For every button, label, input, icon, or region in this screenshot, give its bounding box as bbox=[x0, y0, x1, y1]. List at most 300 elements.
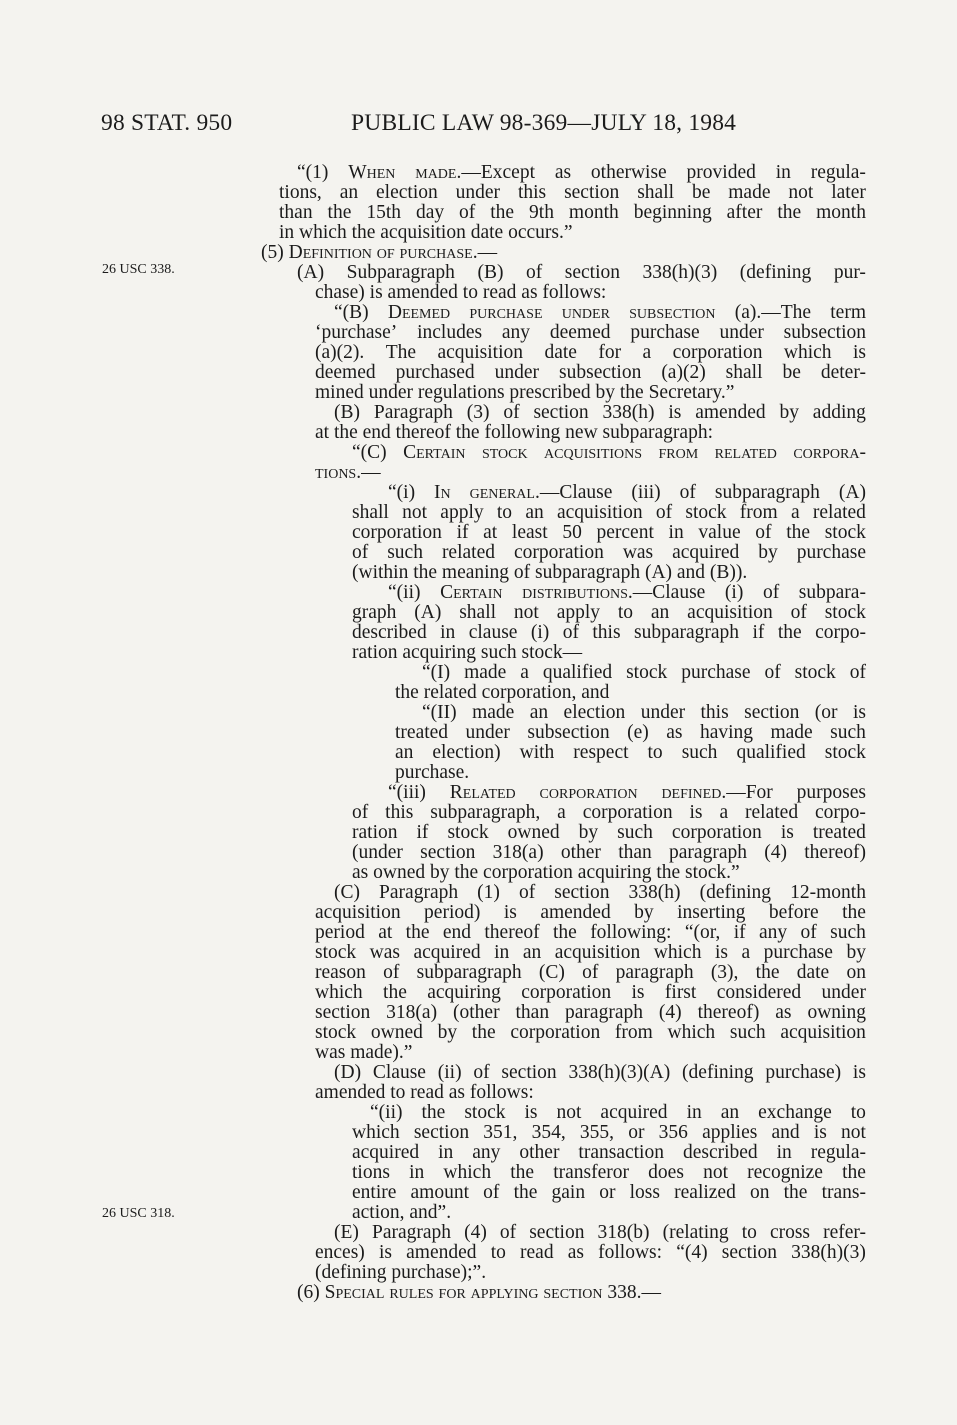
word: with bbox=[519, 742, 555, 763]
word: to bbox=[496, 502, 513, 523]
word: by bbox=[437, 1022, 458, 1043]
text-line bbox=[422, 663, 866, 683]
word: an bbox=[650, 602, 670, 623]
public-law-header: PUBLIC LAW 98-369—JULY 18, 1984 bbox=[351, 110, 737, 136]
word: graph bbox=[352, 602, 397, 623]
word: Certain bbox=[440, 582, 503, 603]
word: (3), bbox=[710, 962, 739, 983]
text-line bbox=[315, 923, 866, 943]
word: acquired bbox=[413, 942, 481, 963]
word: of bbox=[499, 1222, 517, 1243]
word: month bbox=[816, 202, 866, 223]
word: and bbox=[771, 1122, 800, 1143]
word: purchase bbox=[796, 542, 866, 563]
word: apply bbox=[440, 502, 484, 523]
word: corporation bbox=[513, 542, 604, 563]
word: under bbox=[561, 302, 610, 323]
word: stock bbox=[685, 502, 727, 523]
word: which bbox=[315, 982, 363, 1003]
word: was bbox=[622, 542, 654, 563]
word: on bbox=[749, 1182, 770, 1203]
word: this bbox=[700, 702, 729, 723]
word: corporation bbox=[582, 802, 673, 823]
word: than bbox=[515, 1002, 550, 1023]
word: regula- bbox=[810, 162, 866, 183]
word: this bbox=[385, 802, 414, 823]
word: (A) bbox=[838, 482, 866, 503]
word: related bbox=[745, 802, 799, 823]
text-line bbox=[334, 1063, 866, 1083]
word: is bbox=[852, 342, 866, 363]
word: described bbox=[682, 1142, 758, 1163]
word: (ii) bbox=[437, 1062, 462, 1083]
word: Certain bbox=[403, 442, 466, 463]
word: thereof) bbox=[804, 842, 866, 863]
text-line: chase) is amended to read as follows: bbox=[315, 282, 607, 303]
word: 50 bbox=[562, 522, 582, 543]
word: not bbox=[703, 1162, 728, 1183]
text-line bbox=[315, 363, 866, 383]
word: which bbox=[667, 1022, 716, 1043]
word: Paragraph bbox=[371, 1222, 452, 1243]
word: (A) bbox=[297, 262, 325, 283]
word: corporation bbox=[521, 982, 612, 1003]
word: an bbox=[395, 742, 414, 763]
word: an bbox=[522, 942, 542, 963]
word: is bbox=[689, 802, 703, 823]
word: “(or, bbox=[684, 922, 721, 943]
word: (iii) bbox=[631, 482, 661, 503]
word: 338(h) bbox=[602, 402, 655, 423]
word: such bbox=[830, 922, 866, 943]
word: 355, bbox=[579, 1122, 615, 1143]
word: stock bbox=[447, 822, 489, 843]
word: shall bbox=[459, 602, 497, 623]
word: loss bbox=[629, 1182, 660, 1203]
word: section bbox=[554, 882, 610, 903]
word: ‘purchase’ bbox=[315, 322, 398, 343]
word: a bbox=[790, 502, 800, 523]
word: of bbox=[473, 1062, 490, 1083]
word: was bbox=[369, 942, 400, 963]
word: entire bbox=[352, 1182, 397, 1203]
word: as bbox=[666, 722, 683, 743]
word: not bbox=[556, 1102, 582, 1123]
word: end bbox=[442, 922, 472, 943]
word: which bbox=[783, 342, 832, 363]
word: ration bbox=[352, 822, 398, 843]
word: thereof) bbox=[697, 1002, 760, 1023]
word: which bbox=[352, 1122, 400, 1143]
word: 15th bbox=[366, 202, 401, 223]
word: of bbox=[352, 802, 369, 823]
word: subsection bbox=[783, 322, 866, 343]
word: subparagraph, bbox=[430, 802, 541, 823]
word: Clause bbox=[372, 1062, 426, 1083]
word: “(4) bbox=[676, 1242, 708, 1263]
word: stock bbox=[315, 1022, 357, 1043]
word: respect bbox=[573, 742, 629, 763]
word: (4) bbox=[764, 842, 787, 863]
word: made bbox=[770, 722, 813, 743]
word: (relating bbox=[662, 1222, 729, 1243]
word: (E) bbox=[334, 1222, 359, 1243]
word: not bbox=[841, 1122, 866, 1143]
word: (a).—The bbox=[734, 302, 812, 323]
word: In bbox=[434, 482, 451, 503]
word: not bbox=[788, 182, 814, 203]
word: the bbox=[421, 1102, 446, 1123]
word: deemed bbox=[315, 362, 376, 383]
word: acquiring bbox=[427, 982, 501, 1003]
word: section bbox=[564, 182, 620, 203]
word: to bbox=[490, 1242, 506, 1263]
word: in bbox=[440, 622, 456, 643]
word: a bbox=[557, 802, 566, 823]
word: which bbox=[443, 1162, 492, 1183]
text-line: as owned by the corporation acquiring the stock.” bbox=[352, 862, 740, 883]
word: paragraph bbox=[669, 842, 747, 863]
word: shall bbox=[725, 362, 763, 383]
text-line bbox=[352, 603, 866, 623]
word: treated bbox=[812, 822, 866, 843]
word: of bbox=[582, 962, 599, 983]
word: in bbox=[775, 162, 791, 183]
text-line: was made).” bbox=[315, 1042, 413, 1063]
word: not bbox=[402, 502, 428, 523]
word: is bbox=[631, 982, 645, 1003]
word: following: bbox=[590, 922, 672, 943]
word: related bbox=[812, 502, 866, 523]
text-line: in which the acquisition date occurs.” bbox=[279, 222, 573, 243]
text-line bbox=[315, 1023, 866, 1043]
word: adding bbox=[812, 402, 866, 423]
word: under bbox=[494, 362, 540, 383]
word: provided bbox=[686, 162, 756, 183]
word: “(1) bbox=[297, 162, 329, 183]
text-line bbox=[315, 983, 866, 1003]
word: cross bbox=[769, 1222, 811, 1243]
word: under bbox=[821, 982, 866, 1003]
word: the bbox=[490, 202, 515, 223]
word: in bbox=[686, 1102, 702, 1123]
word: the bbox=[777, 622, 802, 643]
word: exchange bbox=[758, 1102, 832, 1123]
word: as bbox=[554, 162, 572, 183]
word: corporation bbox=[352, 522, 442, 543]
word: an bbox=[720, 1102, 740, 1123]
word: Related bbox=[449, 782, 516, 803]
text-line bbox=[279, 183, 866, 203]
word: amount bbox=[410, 1182, 470, 1203]
word: acquired bbox=[352, 1142, 420, 1163]
word: purchase) bbox=[765, 1062, 842, 1083]
word: section bbox=[315, 1002, 371, 1023]
word: (defining bbox=[699, 882, 772, 903]
word: acquired bbox=[672, 542, 740, 563]
word: section bbox=[564, 262, 620, 283]
word: (D) bbox=[334, 1062, 362, 1083]
text-line: mined under regulations prescribed by the Secretary.” bbox=[315, 382, 735, 403]
text-line bbox=[422, 703, 866, 723]
word: purchase bbox=[681, 662, 751, 683]
word: corporation bbox=[510, 1022, 601, 1043]
word: an bbox=[339, 182, 359, 203]
word: Subparagraph bbox=[346, 262, 455, 283]
word: after bbox=[726, 202, 763, 223]
word: trans- bbox=[821, 1182, 866, 1203]
word: is bbox=[714, 942, 728, 963]
word: under bbox=[455, 182, 501, 203]
text-line bbox=[352, 1163, 866, 1183]
word: 354, bbox=[531, 1122, 566, 1143]
word: made bbox=[728, 182, 771, 203]
text-line bbox=[395, 723, 866, 743]
word: having bbox=[699, 722, 754, 743]
text-line bbox=[352, 543, 866, 563]
word: by bbox=[578, 822, 599, 843]
text-line bbox=[352, 823, 866, 843]
word: date bbox=[544, 342, 577, 363]
word: is bbox=[852, 1062, 866, 1083]
word: of bbox=[383, 962, 400, 983]
word: subsection bbox=[527, 722, 610, 743]
word: such bbox=[830, 722, 866, 743]
word: owned bbox=[370, 1022, 423, 1043]
text-line bbox=[388, 583, 866, 603]
text-line bbox=[352, 503, 866, 523]
word: be bbox=[691, 182, 711, 203]
word: this bbox=[592, 622, 621, 643]
word: 338(h) bbox=[628, 882, 681, 903]
word: stock bbox=[481, 442, 528, 463]
word: 356 bbox=[658, 1122, 688, 1143]
word: of bbox=[655, 502, 673, 523]
word: (C) bbox=[334, 882, 360, 903]
word: refer- bbox=[823, 1222, 866, 1243]
word: corporation bbox=[539, 782, 638, 803]
word: of bbox=[503, 402, 520, 423]
text-line bbox=[395, 743, 866, 763]
word: stock bbox=[794, 662, 836, 683]
word: does bbox=[648, 1162, 684, 1183]
text-line bbox=[334, 303, 866, 323]
word: (B) bbox=[477, 262, 504, 283]
word: qualified bbox=[736, 742, 806, 763]
word: section bbox=[529, 1222, 585, 1243]
word: date bbox=[796, 962, 830, 983]
text-line: ration acquiring such stock— bbox=[352, 642, 583, 663]
word: purchase bbox=[630, 322, 700, 343]
word: in bbox=[409, 1162, 425, 1183]
word: is bbox=[378, 1242, 392, 1263]
word: as bbox=[567, 1242, 584, 1263]
word: reason bbox=[315, 962, 366, 983]
text-line: (6) Special rules for applying section 338.— bbox=[297, 1282, 661, 1303]
word: acquired bbox=[600, 1102, 668, 1123]
word: of bbox=[849, 662, 866, 683]
word: “(iii) bbox=[388, 782, 426, 803]
word: paragraph bbox=[615, 962, 694, 983]
word: acquisition bbox=[780, 1022, 866, 1043]
word: under bbox=[719, 322, 764, 343]
word: amended bbox=[406, 1242, 477, 1263]
word: the bbox=[327, 202, 352, 223]
word: in bbox=[438, 1142, 454, 1163]
word: apply bbox=[556, 602, 601, 623]
word: made bbox=[464, 662, 507, 683]
word: to bbox=[850, 1102, 866, 1123]
word: otherwise bbox=[590, 162, 667, 183]
word: (a)(2) bbox=[661, 362, 706, 383]
text-line: the related corporation, and bbox=[395, 682, 610, 703]
word: (i) bbox=[530, 622, 550, 643]
word: to bbox=[617, 602, 634, 623]
word: acquisitions bbox=[544, 442, 643, 463]
word: if bbox=[456, 522, 469, 543]
word: at bbox=[483, 522, 498, 543]
text-line bbox=[352, 1123, 866, 1143]
word: than bbox=[618, 842, 652, 863]
word: later bbox=[831, 182, 866, 203]
word: before bbox=[768, 902, 819, 923]
word: the bbox=[783, 1182, 808, 1203]
text-line bbox=[315, 1243, 866, 1263]
word: “(i) bbox=[388, 482, 416, 503]
word: owning bbox=[807, 1002, 866, 1023]
word: deter- bbox=[820, 362, 866, 383]
word: thereof bbox=[484, 922, 540, 943]
word: of bbox=[352, 542, 369, 563]
word: as bbox=[775, 1002, 792, 1023]
word: corpo- bbox=[815, 802, 866, 823]
word: other bbox=[560, 842, 601, 863]
word: gain bbox=[551, 1182, 586, 1203]
word: (1) bbox=[477, 882, 500, 903]
word: transferor bbox=[553, 1162, 630, 1183]
word: be bbox=[782, 362, 801, 383]
word: day bbox=[415, 202, 445, 223]
word: to bbox=[647, 742, 663, 763]
word: (under bbox=[352, 842, 403, 863]
word: which bbox=[653, 942, 702, 963]
word: the bbox=[786, 522, 811, 543]
word: (other bbox=[453, 1002, 500, 1023]
word: subparagraph bbox=[714, 482, 820, 503]
word: general.—Clause bbox=[469, 482, 613, 503]
word: if bbox=[416, 822, 429, 843]
word: of bbox=[459, 202, 476, 223]
word: follows: bbox=[598, 1242, 663, 1263]
text-line bbox=[370, 1103, 866, 1123]
word: election bbox=[563, 702, 626, 723]
word: (defining bbox=[682, 1062, 754, 1083]
word: other bbox=[519, 1142, 560, 1163]
word: purposes bbox=[796, 782, 866, 803]
text-line bbox=[315, 903, 866, 923]
text-line: (5) Definition of purchase.— bbox=[261, 242, 498, 263]
word: the bbox=[471, 1022, 496, 1043]
page-number-header: 98 STAT. 950 bbox=[101, 110, 233, 136]
word: is bbox=[503, 902, 517, 923]
text-line bbox=[334, 403, 866, 423]
word: value bbox=[698, 522, 741, 543]
word: period) bbox=[424, 902, 481, 923]
word: tions, bbox=[279, 182, 322, 203]
word: a bbox=[520, 662, 529, 683]
word: 318(a) bbox=[386, 1002, 438, 1023]
word: a bbox=[719, 802, 729, 823]
word: any bbox=[501, 322, 531, 343]
word: the bbox=[552, 922, 577, 943]
word: an bbox=[529, 702, 549, 723]
word: of bbox=[755, 522, 772, 543]
word: of bbox=[679, 482, 696, 503]
text-line bbox=[352, 623, 866, 643]
word: the bbox=[383, 982, 407, 1003]
word: section bbox=[533, 402, 589, 423]
word: 338(h)(3)(A) bbox=[568, 1062, 671, 1083]
word: “(I) bbox=[422, 662, 451, 683]
word: by bbox=[779, 402, 799, 423]
word: subpara- bbox=[798, 582, 866, 603]
word: 12-month bbox=[790, 882, 866, 903]
word: deemed bbox=[549, 322, 611, 343]
text-line bbox=[334, 1223, 866, 1243]
text-line: (within the meaning of subparagraph (A) and (B)). bbox=[352, 562, 748, 583]
word: on bbox=[846, 962, 866, 983]
text-line bbox=[315, 1003, 866, 1023]
word: by bbox=[846, 942, 866, 963]
text-line bbox=[352, 803, 866, 823]
word: Paragraph bbox=[379, 882, 459, 903]
word: section bbox=[420, 842, 476, 863]
word: made.—Except bbox=[415, 162, 535, 183]
word: an bbox=[525, 502, 544, 523]
word: acquisition bbox=[557, 502, 643, 523]
word: term bbox=[830, 302, 866, 323]
word: transaction bbox=[578, 1142, 664, 1163]
word: described bbox=[352, 622, 427, 643]
word: section bbox=[501, 1062, 557, 1083]
text-line: purchase. bbox=[395, 762, 470, 783]
word: section bbox=[721, 1242, 778, 1263]
text-line bbox=[352, 1183, 866, 1203]
word: such bbox=[729, 1022, 766, 1043]
word: is bbox=[813, 1122, 827, 1143]
word: first bbox=[664, 982, 697, 1003]
word: pur- bbox=[833, 262, 866, 283]
word: a bbox=[741, 942, 751, 963]
word: the bbox=[842, 902, 866, 923]
word: acquisition bbox=[687, 602, 773, 623]
word: in bbox=[494, 942, 510, 963]
word: read bbox=[520, 1242, 554, 1263]
word: in bbox=[776, 1142, 792, 1163]
word: (a)(2). bbox=[315, 342, 365, 363]
word: “(C) bbox=[352, 442, 387, 463]
word: purchased bbox=[395, 362, 475, 383]
word: section bbox=[413, 1122, 470, 1143]
word: “(B) bbox=[334, 302, 369, 323]
word: section bbox=[744, 702, 800, 723]
text-line bbox=[315, 323, 866, 343]
word: “(II) bbox=[422, 702, 457, 723]
word: recognize bbox=[747, 1162, 823, 1183]
text-line bbox=[315, 963, 866, 983]
word: stock bbox=[315, 942, 357, 963]
word: qualified bbox=[542, 662, 613, 683]
